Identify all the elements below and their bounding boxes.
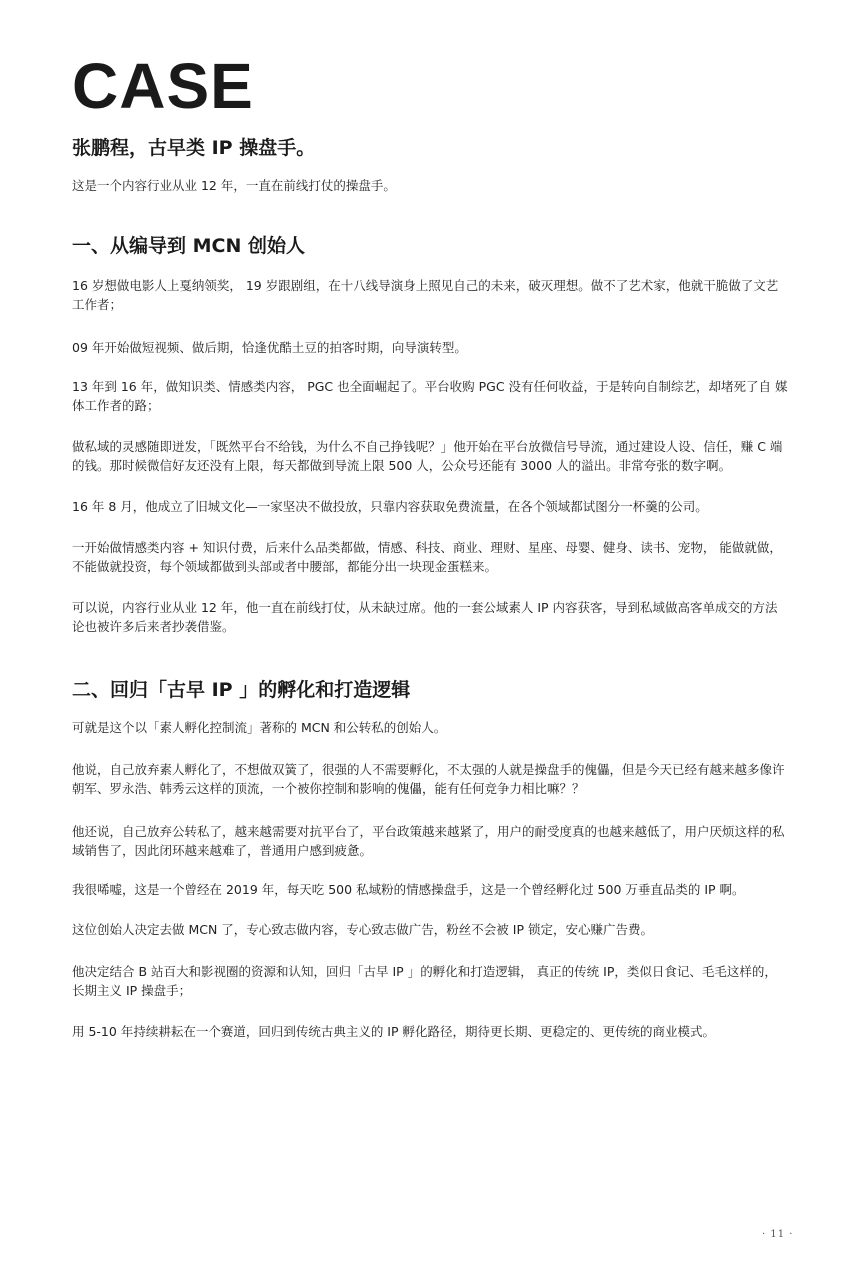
section2-paragraph: 这位创始人决定去做 MCN 了，专心致志做内容，专心致志做广告，粉丝不会被 IP 锁定，安心赚广告费。 bbox=[72, 922, 653, 937]
section2-paragraph: 用 5-10 年持续耕耘在一个赛道，回归到传统古典主义的 IP 孵化路径，期待更长期、更稳定的、更传统的商业模式。 bbox=[72, 1024, 715, 1039]
section2-paragraph: 他说，自己放弃素人孵化了，不想做双簧了，很强的人不需要孵化，不太强的人就是操盘手的傀儡，但是今天已经有越来越多像许朝军、罗永浩、韩秀云这样的顶流，一个被你控制和影响的傀儡，能有任何竞争力相比嘛？？ bbox=[72, 762, 785, 796]
section1-paragraph: 一开始做情感类内容 + 知识付费，后来什么品类都做，情感、科技、商业、理财、星座、母婴、健身、读书、宠物， 能做就做，不能做就投资，每个领域都做到头部或者中腰部，都能分出一块现金蛋糕来。 bbox=[72, 540, 782, 574]
section2-paragraph: 他还说，自己放弃公转私了，越来越需要对抗平台了，平台政策越来越紧了，用户的耐受度真的也越来越低了，用户厌烦这样的私域销售了，因此闭环越来越难了，普通用户感到疲惫。 bbox=[72, 824, 785, 858]
section1-paragraph: 16 年 8 月，他成立了旧城文化—一家坚决不做投放，只靠内容获取免费流量，在各个领域都试图分一杯羹的公司。 bbox=[72, 499, 708, 514]
section-heading-1: 一、从编导到 MCN 创始人 bbox=[72, 235, 305, 257]
section1-paragraph: 13 年到 16 年，做知识类、情感类内容， PGC 也全面崛起了。平台收购 PGC 没有任何收益，于是转向自制综艺，却堵死了自 媒体工作者的路； bbox=[72, 379, 788, 413]
section1-paragraph: 09 年开始做短视频、做后期，恰逢优酷土豆的拍客时期，向导演转型。 bbox=[72, 340, 467, 355]
section2-paragraph: 我很唏嘘，这是一个曾经在 2019 年，每天吃 500 私域粉的情感操盘手，这是一个曾经孵化过 500 万垂直品类的 IP 啊。 bbox=[72, 882, 745, 897]
page-subtitle: 张鹏程，古早类 IP 操盘手。 bbox=[72, 137, 316, 159]
section-heading-2: 二、回归「古早 IP 」的孵化和打造逻辑 bbox=[72, 679, 411, 701]
section2-paragraph: 可就是这个以「素人孵化控制流」著称的 MCN 和公转私的创始人。 bbox=[72, 720, 447, 735]
case-title: CASE bbox=[72, 50, 254, 122]
section1-paragraph: 做私域的灵感随即迸发，「既然平台不给钱，为什么不自己挣钱呢？」他开始在平台放微信号导流，通过建设人设、信任，赚 C 端的钱。那时候微信好友还没有上限，每天都做到导流上限 500 人，公众号还能有 3000 人的溢出。非常夸张的数字啊。 bbox=[72, 439, 783, 473]
page-number: · 11 · bbox=[762, 1229, 794, 1240]
section2-paragraph: 他决定结合 B 站百大和影视圈的资源和认知，回归「古早 IP 」的孵化和打造逻辑， 真正的传统 IP，类似日食记、毛毛这样的， 长期主义 IP 操盘手； bbox=[72, 964, 777, 998]
section1-paragraph: 16 岁想做电影人上戛纳领奖， 19 岁跟剧组，在十八线导演身上照见自己的未来，破灭理想。做不了艺术家，他就干脆做了文艺工作者； bbox=[72, 278, 779, 312]
section1-paragraph: 可以说，内容行业从业 12 年，他一直在前线打仗，从未缺过席。他的一套公域素人 IP 内容获客，导到私域做高客单成交的方法论也被许多后来者抄袭借鉴。 bbox=[72, 600, 778, 634]
intro-text: 这是一个内容行业从业 12 年，一直在前线打仗的操盘手。 bbox=[72, 178, 396, 193]
